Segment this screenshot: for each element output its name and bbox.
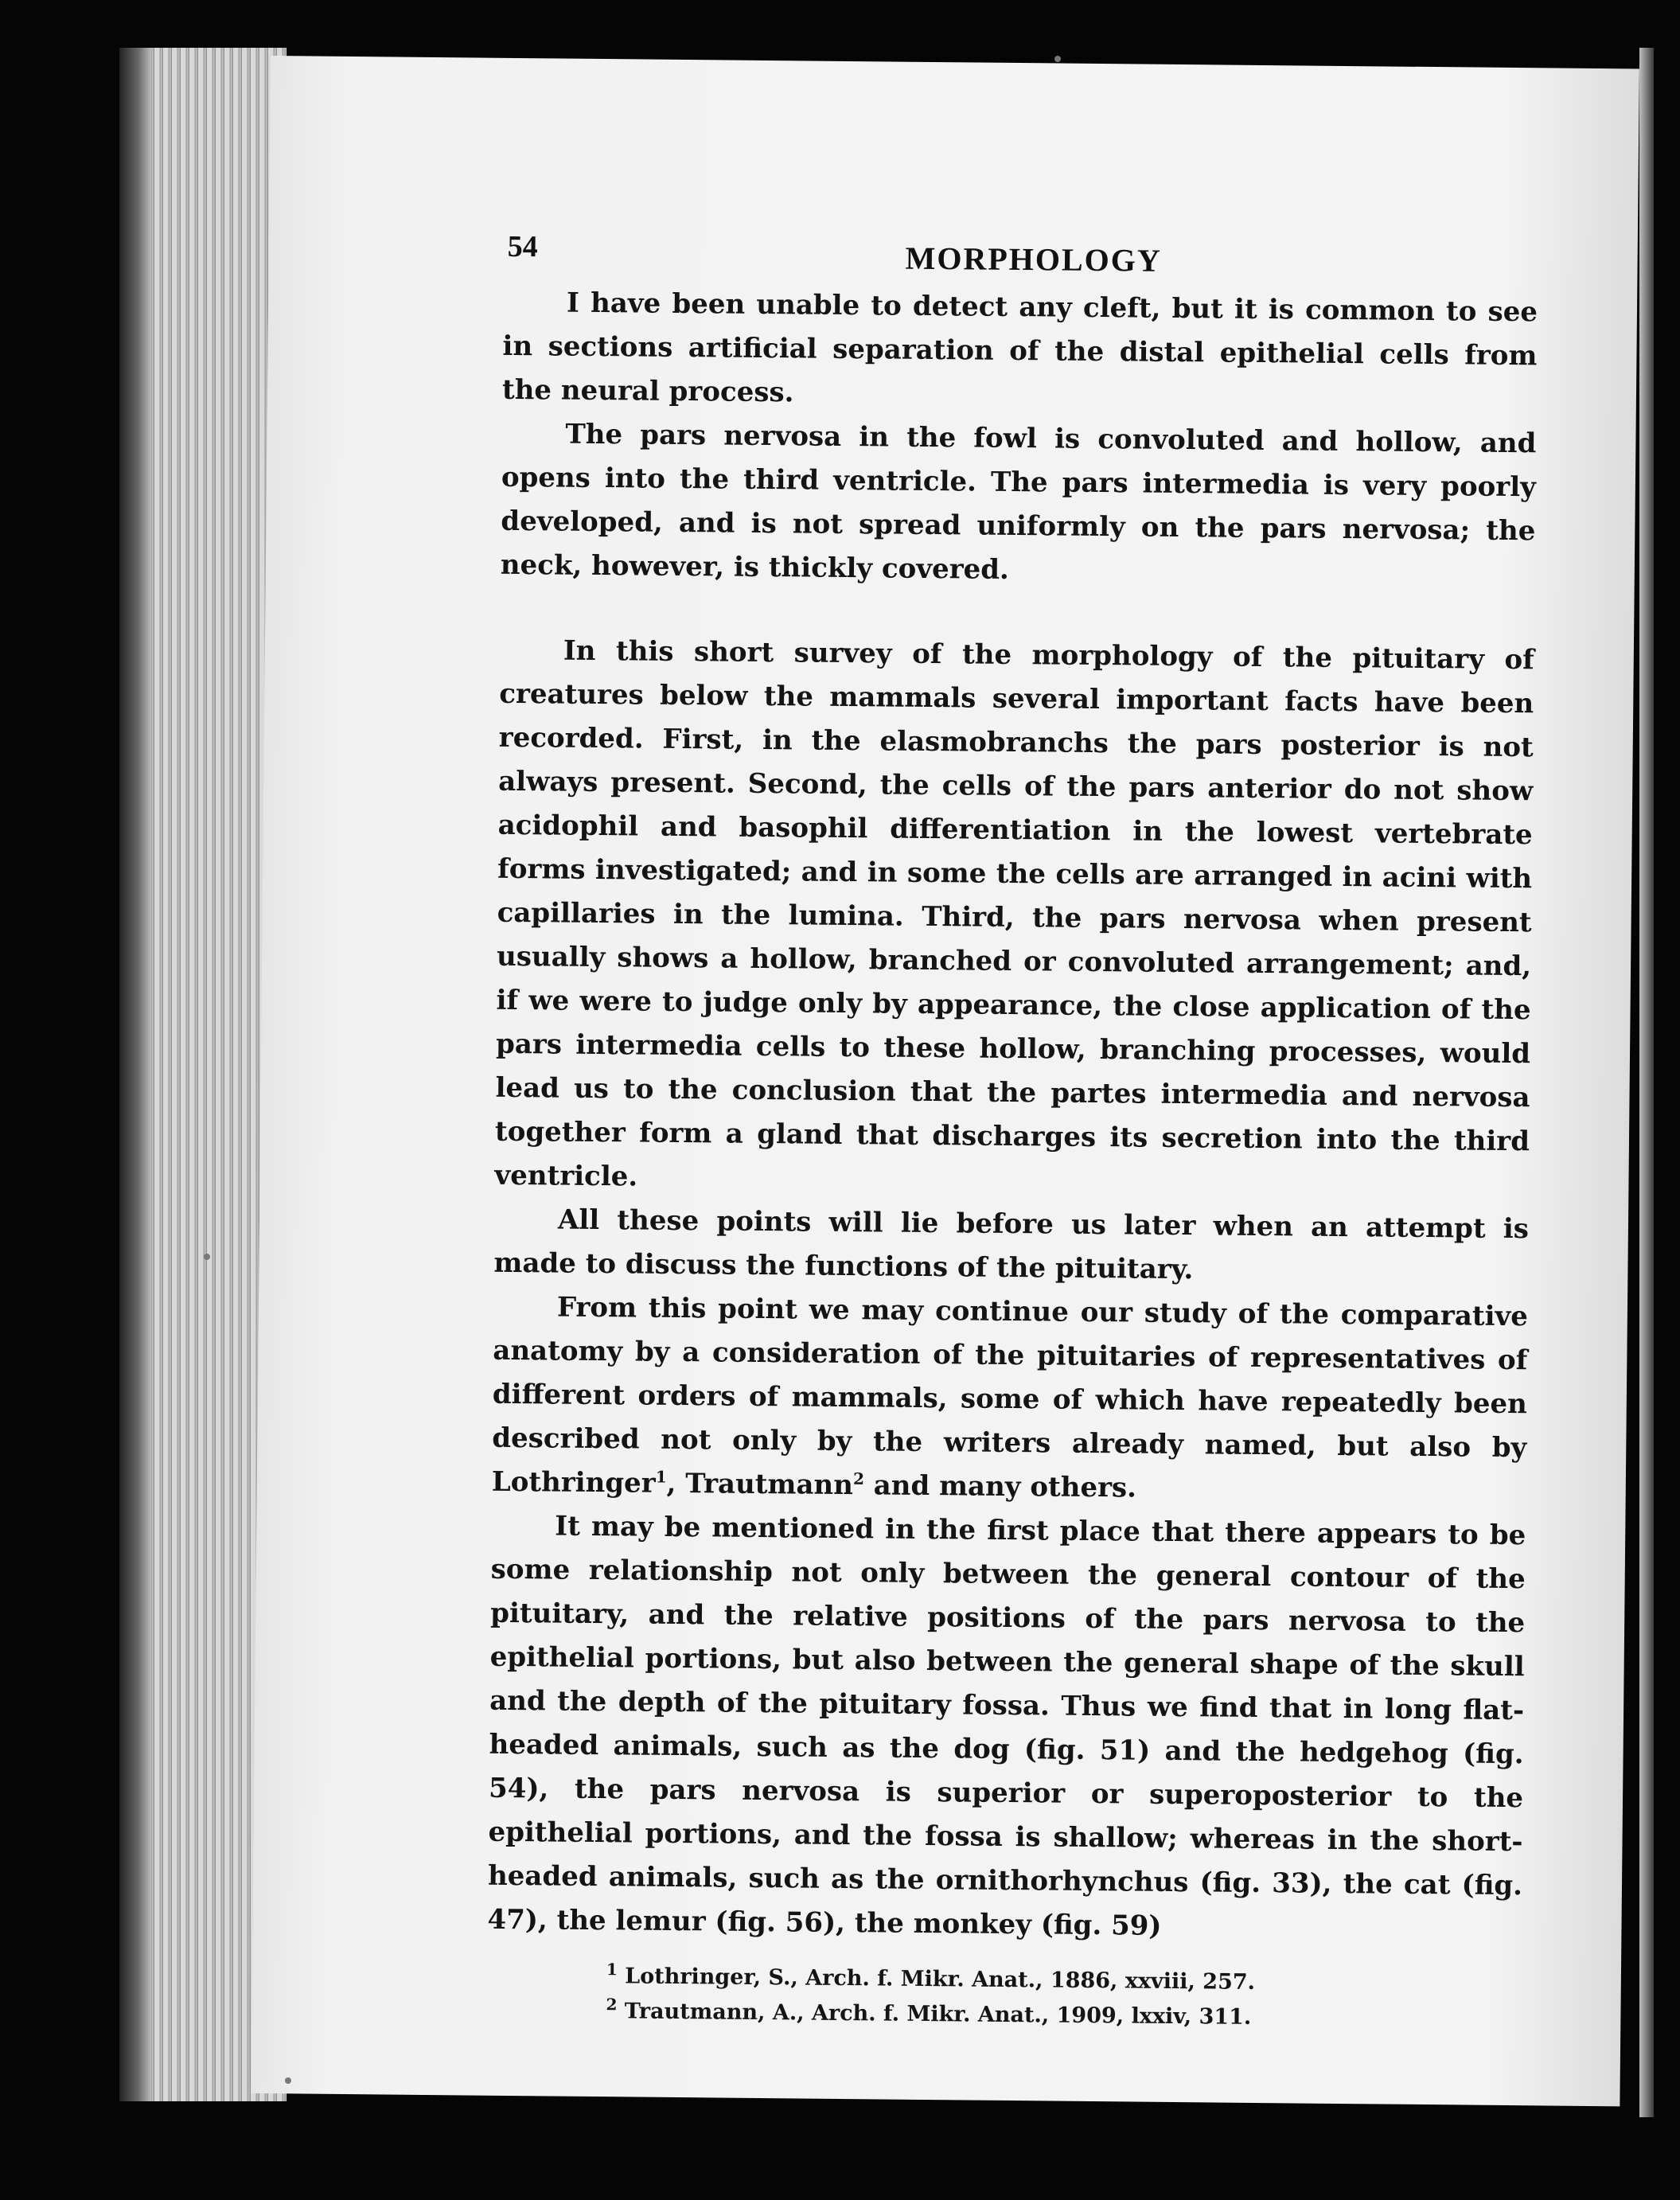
footnote-ref-2: 2 <box>852 1469 865 1488</box>
page-right-edge <box>1639 48 1654 2117</box>
scan-dust-speck <box>204 1254 210 1260</box>
paragraph-points: All these points will lie before us later when an attempt is made to discuss the functions of the pituitary. <box>493 1203 1530 1286</box>
footnote-2-text: Trautmann, A., Arch. f. Mikr. Anat., 1909, lxxiv, 311. <box>624 1999 1252 2030</box>
paragraph-mammals <box>492 1285 1529 1514</box>
paragraph-cleft: I have been unable to detect any cleft, but it is common to see in sections artificial separation of the distal epithelial cells from the neural process. <box>501 287 1538 409</box>
footnote-2-mark: 2 <box>606 1995 618 2015</box>
body-text <box>486 281 1538 2038</box>
footnote-ref-1: 1 <box>655 1467 667 1487</box>
footnote-1-mark: 1 <box>606 1960 618 1980</box>
paragraph-survey: In this short survey of the morphology of the pituitary of creatures below the mammals several important facts have been recorded. First, in the elasmobranchs the pars posterior is not always present. Second, the cells of the pars anterior do not show acidophil and basophil differentiation in the lowest vertebrate forms investigated; and in some the cells are arranged in acini with capillaries in the lumina. Third, the pars nervosa when present usually shows a hollow, branched or convoluted arrangement; and, if we were to judge only by appearance, the close application of the pars intermedia cells to these hollow, branching processes, would lead us to the conclusion that the partes intermedia and nervosa together form a gland that discharges its secretion into the third ventricle. <box>494 634 1534 1193</box>
paragraph-relationship: It may be mentioned in the first place that there appears to be some relationship not only between the general contour of the pituitary, and the relative positions of the pars nervosa to the epithelial portions, but also between the general shape of the skull and the depth of the pituitary fossa. Thus we find that in long flat-headed animals, such as the dog (fig. 51) and the hedgehog (fig. 54), the pars nervosa is superior or superoposterior to the epithelial portions, and the fossa is shallow; whereas in the short-headed animals, such as the ornithorhynchus (fig. 33), the cat (fig. 47), the lemur (fig. 56), the monkey (fig. 59) <box>487 1510 1526 1942</box>
paragraph-mammals-text-3: and many others. <box>863 1469 1137 1504</box>
scan-dust-speck <box>1054 56 1061 62</box>
book-spine-shadow <box>119 48 151 2101</box>
scan-dust-speck <box>285 2077 291 2084</box>
running-title: MORPHOLOGY <box>905 240 1163 279</box>
footnote-1-text: Lothringer, S., Arch. f. Mikr. Anat., 1886, xxviii, 257. <box>625 1964 1256 1995</box>
paragraph-fowl: The pars nervosa in the fowl is convoluted and hollow, and opens into the third ventricle. The pars intermedia is very poorly developed, and is not spread uniformly on the pars nervosa; the neck, however, is thickly covered. <box>500 418 1537 586</box>
paragraph-mammals-text-1: From this point we may continue our study of the comparative anatomy by a consideration of the pituitaries of representatives of different orders of mammals, some of which have repeatedly been described not only by the writers already named, but also by Lothringer <box>491 1291 1529 1500</box>
paragraph-mammals-text-2: , Trautmann <box>666 1467 854 1502</box>
book-page <box>251 56 1639 2106</box>
footnotes <box>486 1958 1522 2038</box>
page-number: 54 <box>507 229 538 264</box>
